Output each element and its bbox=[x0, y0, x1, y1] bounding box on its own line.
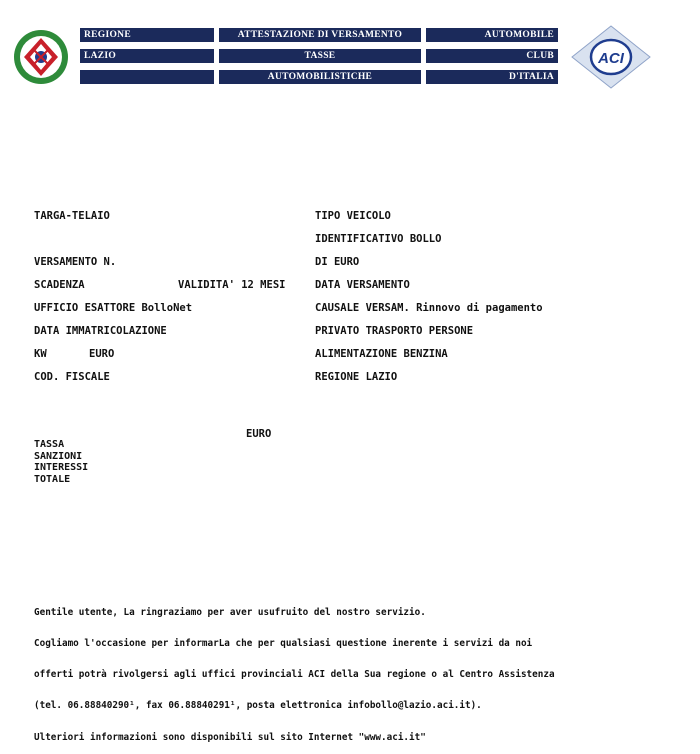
aci-logo bbox=[570, 24, 652, 90]
aci-logo-text: ACI bbox=[598, 50, 624, 67]
field-alimentazione: ALIMENTAZIONE BENZINA bbox=[315, 348, 448, 360]
field-regione: REGIONE LAZIO bbox=[315, 371, 398, 383]
summary-interessi: INTERESSI bbox=[34, 462, 89, 473]
summary-euro-header: EURO bbox=[246, 428, 272, 440]
field-tipo-veicolo: TIPO VEICOLO bbox=[315, 210, 391, 222]
field-kw: KW bbox=[34, 348, 47, 360]
summary-sanzioni: SANZIONI bbox=[34, 450, 83, 462]
footer-line-5: Ulteriori informazioni sono disponibili sul sito Internet "www.aci.it" bbox=[34, 731, 426, 743]
footer-notice bbox=[34, 587, 674, 754]
summary-totale: TOTALE bbox=[34, 473, 71, 485]
field-scadenza: SCADENZA bbox=[34, 279, 85, 291]
field-identificativo-bollo: IDENTIFICATIVO BOLLO bbox=[315, 233, 442, 245]
footer-line-1: Gentile utente, La ringraziamo per aver usufruito del nostro servizio. bbox=[34, 606, 426, 618]
header-tasse: TASSE bbox=[219, 49, 421, 63]
header-lazio: LAZIO bbox=[80, 49, 214, 63]
field-causale: CAUSALE VERSAM. Rinnovo di pagamento bbox=[315, 302, 543, 314]
summary-tassa: TASSA bbox=[34, 439, 65, 450]
field-privato-trasporto: PRIVATO TRASPORTO PERSONE bbox=[315, 325, 474, 337]
header-regione: REGIONE bbox=[80, 28, 214, 42]
regione-lazio-logo bbox=[12, 28, 70, 86]
footer-line-4: (tel. 06.88840290¹, fax 06.88840291¹, posta elettronica infobollo@lazio.aci.it). bbox=[34, 700, 482, 712]
footer-line-3: offerti potrà rivolgersi agli uffici provinciali ACI della Sua regione o al Centro Assistenza bbox=[34, 669, 555, 681]
header-attestazione: ATTESTAZIONE DI VERSAMENTO bbox=[219, 28, 421, 42]
header-blank bbox=[80, 70, 214, 84]
field-cod-fiscale: COD. FISCALE bbox=[34, 371, 110, 383]
header-automobile: AUTOMOBILE bbox=[426, 28, 558, 42]
field-kw-euro: EURO bbox=[89, 348, 115, 360]
header-ditalia: D'ITALIA bbox=[426, 70, 558, 84]
field-ufficio-esattore: UFFICIO ESATTORE BolloNet bbox=[34, 302, 193, 314]
field-validita: VALIDITA' 12 MESI bbox=[178, 279, 286, 291]
field-versamento-n: VERSAMENTO N. bbox=[34, 256, 117, 268]
field-targa-telaio: TARGA-TELAIO bbox=[34, 210, 110, 222]
field-di-euro: DI EURO bbox=[315, 256, 360, 268]
field-data-immatricolazione: DATA IMMATRICOLAZIONE bbox=[34, 325, 167, 337]
footer-line-2: Cogliamo l'occasione per informarLa che per qualsiasi questione inerente i servizi da noi bbox=[34, 638, 533, 650]
header-club: CLUB bbox=[426, 49, 558, 63]
field-data-versamento: DATA VERSAMENTO bbox=[315, 279, 410, 291]
header-automobilistiche: AUTOMOBILISTICHE bbox=[219, 70, 421, 84]
